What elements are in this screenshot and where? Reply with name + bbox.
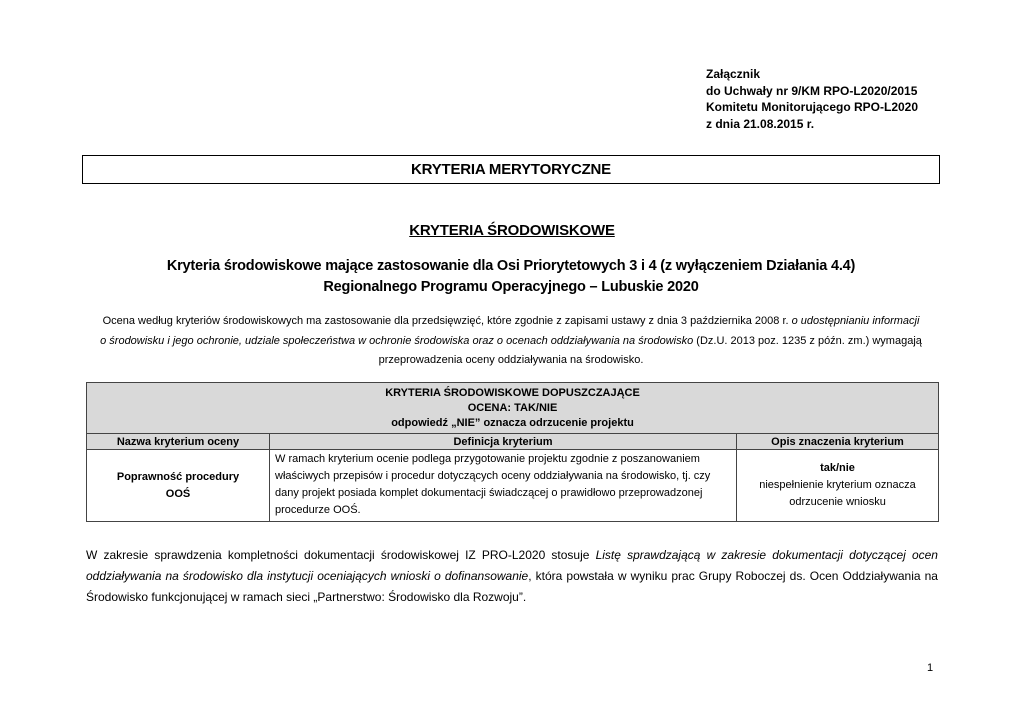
criterion-definition: W ramach kryterium ocenie podlega przygotowanie projektu zgodnie z poszanowaniem właściwych przepisów i procedur dotyczących oceny oddziaływania na środowisko, tj. czy dany projekt posiada komplet dokumentacji świadczącej o prawidłowo przeprowadzonej procedurze OOŚ. — [270, 450, 737, 522]
intro-line-1 — [84, 312, 938, 332]
closing-text-1: W zakresie sprawdzenia kompletności dokumentacji środowiskowej IZ PRO-L2020 stosuje — [86, 548, 596, 562]
closing-text-2: , która powstała w wyniku prac Grupy Roboczej ds. Ocen Oddziaływania na Środowisko funkcjonującej w ramach sieci „Partnerstwo: Środowisko dla Rozwoju”. — [86, 569, 938, 604]
column-header-definition: Definicja kryterium — [270, 434, 737, 450]
criterion-description — [737, 450, 939, 522]
attachment-line-2: do Uchwały nr 9/KM RPO-L2020/2015 — [706, 83, 918, 98]
attachment-line-4: z dnia 21.08.2015 r. — [706, 116, 815, 131]
table-header — [87, 383, 939, 434]
criterion-description-line-2: niespełnienie kryterium oznacza — [759, 479, 916, 491]
intro-italic-2: o środowisku i jego ochronie, udziale społeczeństwa w ochronie środowiska oraz o ocenach oddziaływania na środowisko — [100, 334, 694, 347]
closing-paragraph — [86, 545, 938, 608]
section-title: KRYTERIA MERYTORYCZNE — [411, 161, 611, 178]
attachment-line-1: Załącznik — [706, 67, 761, 81]
page-number: 1 — [927, 662, 934, 674]
criterion-name-line-1: Poprawność procedury — [116, 470, 240, 483]
column-header-description: Opis znaczenia kryterium — [737, 434, 939, 450]
subtitle: KRYTERIA ŚRODOWISKOWE — [409, 222, 615, 239]
intro-paragraph — [84, 312, 938, 371]
attachment-line-3: Komitetu Monitorującego RPO-L2020 — [706, 100, 919, 114]
column-header-name: Nazwa kryterium oceny — [87, 434, 270, 450]
heading-line-1: Kryteria środowiskowe mające zastosowanie dla Osi Priorytetowych 3 i 4 (z wyłączeniem Działania 4.4) — [166, 258, 856, 274]
intro-italic-1: o udostępnianiu informacji — [791, 315, 920, 327]
criterion-description-line-3: odrzucenie wniosku — [789, 496, 886, 508]
table-header-line-3: odpowiedź „NIE” oznacza odrzucenie projektu — [391, 417, 634, 429]
closing-italic: Listę sprawdzającą w zakresie dokumentacji dotyczącej ocen oddziaływania na środowisko dla instytucji oceniających wnioski o dofinansowanie — [86, 548, 938, 583]
intro-line-3: przeprowadzenia oceny oddziaływania na środowisko. — [378, 354, 644, 366]
criteria-table — [86, 382, 939, 522]
criterion-name — [87, 450, 270, 522]
attachment-note — [706, 66, 918, 132]
table-header-line-1: KRYTERIA ŚRODOWISKOWE DOPUSZCZAJĄCE — [385, 387, 640, 399]
intro-line-2 — [84, 332, 938, 352]
heading-line-2: Regionalnego Programu Operacyjnego – Lubuskie 2020 — [323, 278, 699, 295]
document-heading — [80, 256, 942, 297]
table-header-line-2: OCENA: TAK/NIE — [467, 402, 558, 414]
table-row — [87, 450, 939, 522]
intro-text-2: (Dz.U. 2013 poz. 1235 z późn. zm.) wymagają — [693, 334, 922, 347]
criterion-answer: tak/nie — [820, 462, 855, 474]
table-column-headers — [87, 434, 939, 450]
section-title-box — [82, 155, 940, 184]
intro-text-1: Ocena według kryteriów środowiskowych ma zastosowanie dla przedsięwzięć, które zgodnie z zapisami ustawy z dnia 3 października 2008 r. — [102, 315, 792, 327]
criterion-name-line-2: OOŚ — [165, 487, 191, 500]
